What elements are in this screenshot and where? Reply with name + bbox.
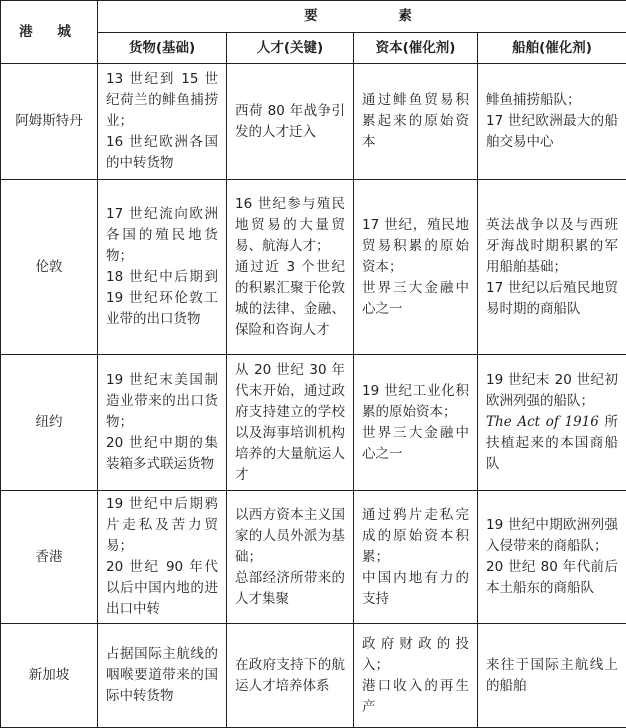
- capital-cell: [354, 624, 478, 728]
- port-name: 香港: [1, 491, 98, 624]
- talent-cell: [227, 355, 354, 491]
- goods-cell: [98, 624, 227, 728]
- column-header-talent: 人才(关键): [227, 33, 354, 64]
- cell-text: 从 20 世纪 30 年代末开始，通过政府支持建立的学校以及海事培训机构培养的大量航运人才: [235, 360, 345, 486]
- cell-text: 16 世纪欧洲各国的中转货物: [106, 132, 218, 174]
- capital-cell: [354, 180, 478, 355]
- cell-text: 17 世纪欧洲最大的船舶交易中心: [486, 111, 618, 153]
- cell-text: 通过鲱鱼贸易积累起来的原始资本: [362, 90, 469, 153]
- table-row: [1, 355, 626, 491]
- goods-cell: [98, 180, 227, 355]
- talent-cell: [227, 64, 354, 180]
- column-header-capital: 资本(催化剂): [354, 33, 478, 64]
- cell-text: 来往于国际主航线上的船舶: [486, 655, 618, 697]
- cell-text: 所扶植起来的本国商船队: [486, 414, 618, 472]
- cell-text: 19 世纪中期欧洲列强入侵带来的商船队；: [486, 515, 618, 557]
- talent-cell: [227, 624, 354, 728]
- cell-text: 17 世纪以后殖民地贸易时期的商船队: [486, 278, 618, 320]
- header-row-1: [1, 1, 626, 33]
- port-name: 伦敦: [1, 180, 98, 355]
- cell-text: 鲱鱼捕捞船队；: [486, 90, 618, 111]
- port-column-header: 港 城: [1, 1, 98, 64]
- ships-cell: [478, 64, 626, 180]
- goods-cell: [98, 355, 227, 491]
- port-name: 纽约: [1, 355, 98, 491]
- cell-text: 通过近 3 个世纪的积累汇聚于伦敦城的法律、金融、保险和咨询人才: [235, 257, 345, 341]
- cell-text: 19 世纪中后期鸦片走私及苦力贸易；: [106, 494, 218, 557]
- table-row: [1, 491, 626, 624]
- table-row: [1, 64, 626, 180]
- table-row: [1, 624, 626, 728]
- cell-text: 港口收入的再生产: [362, 676, 469, 718]
- port-name: 阿姆斯特丹: [1, 64, 98, 180]
- cell-text: 19 世纪工业化积累的原始资本；: [362, 381, 469, 423]
- cell-text: 16 世纪参与殖民地贸易的大量贸易、航海人才；: [235, 194, 345, 257]
- cell-text: 20 世纪 90 年代以后中国内地的进出口中转: [106, 557, 218, 620]
- cell-text-mixed: [486, 412, 618, 475]
- goods-cell: [98, 491, 227, 624]
- ships-cell: [478, 180, 626, 355]
- ships-cell: [478, 491, 626, 624]
- cell-text: 总部经济所带来的人才集聚: [235, 568, 345, 610]
- cell-text: 中国内地有力的支持: [362, 568, 469, 610]
- goods-cell: [98, 64, 227, 180]
- cell-text: 政府财政的投入；: [362, 634, 469, 676]
- table-row: [1, 180, 626, 355]
- cell-text: 通过鸦片走私完成的原始资本积累；: [362, 505, 469, 568]
- cell-text: 20 世纪中期的集装箱多式联运货物: [106, 433, 218, 475]
- talent-cell: [227, 180, 354, 355]
- cell-text: 世界三大金融中心之一: [362, 423, 469, 465]
- port-name: 新加坡: [1, 624, 98, 728]
- cell-text: 18 世纪中后期到 19 世纪环伦敦工业带的出口货物: [106, 267, 218, 330]
- capital-cell: [354, 355, 478, 491]
- cell-text: 占据国际主航线的咽喉要道带来的国际中转货物: [106, 644, 218, 707]
- column-header-goods: 货物(基础): [98, 33, 227, 64]
- ships-cell: [478, 624, 626, 728]
- cell-text: 西荷 80 年战争引发的人才迁入: [235, 101, 345, 143]
- cell-text: 20 世纪 80 年代前后本土船东的商船队: [486, 557, 618, 599]
- capital-cell: [354, 64, 478, 180]
- cell-text: 以西方资本主义国家的人员外派为基础；: [235, 505, 345, 568]
- cell-text: 英法战争以及与西班牙海战时期积累的军用船舶基础；: [486, 215, 618, 278]
- act-title: The Act of 1916: [486, 414, 599, 430]
- capital-cell: [354, 491, 478, 624]
- column-header-ships: 船舶(催化剂): [478, 33, 626, 64]
- cell-text: 13 世纪到 15 世纪荷兰的鲱鱼捕捞业；: [106, 69, 218, 132]
- cell-text: 世界三大金融中心之一: [362, 278, 469, 320]
- cell-text: 在政府支持下的航运人才培养体系: [235, 655, 345, 697]
- elements-group-header: 要 素: [98, 1, 626, 33]
- cell-text: 17 世纪，殖民地贸易积累的原始资本；: [362, 215, 469, 278]
- talent-cell: [227, 491, 354, 624]
- cell-text: 19 世纪末 20 世纪初欧洲列强的船队；: [486, 370, 618, 412]
- cell-text: 17 世纪流向欧洲各国的殖民地货物；: [106, 204, 218, 267]
- cell-text: 19 世纪末美国制造业带来的出口货物；: [106, 370, 218, 433]
- ships-cell: [478, 355, 626, 491]
